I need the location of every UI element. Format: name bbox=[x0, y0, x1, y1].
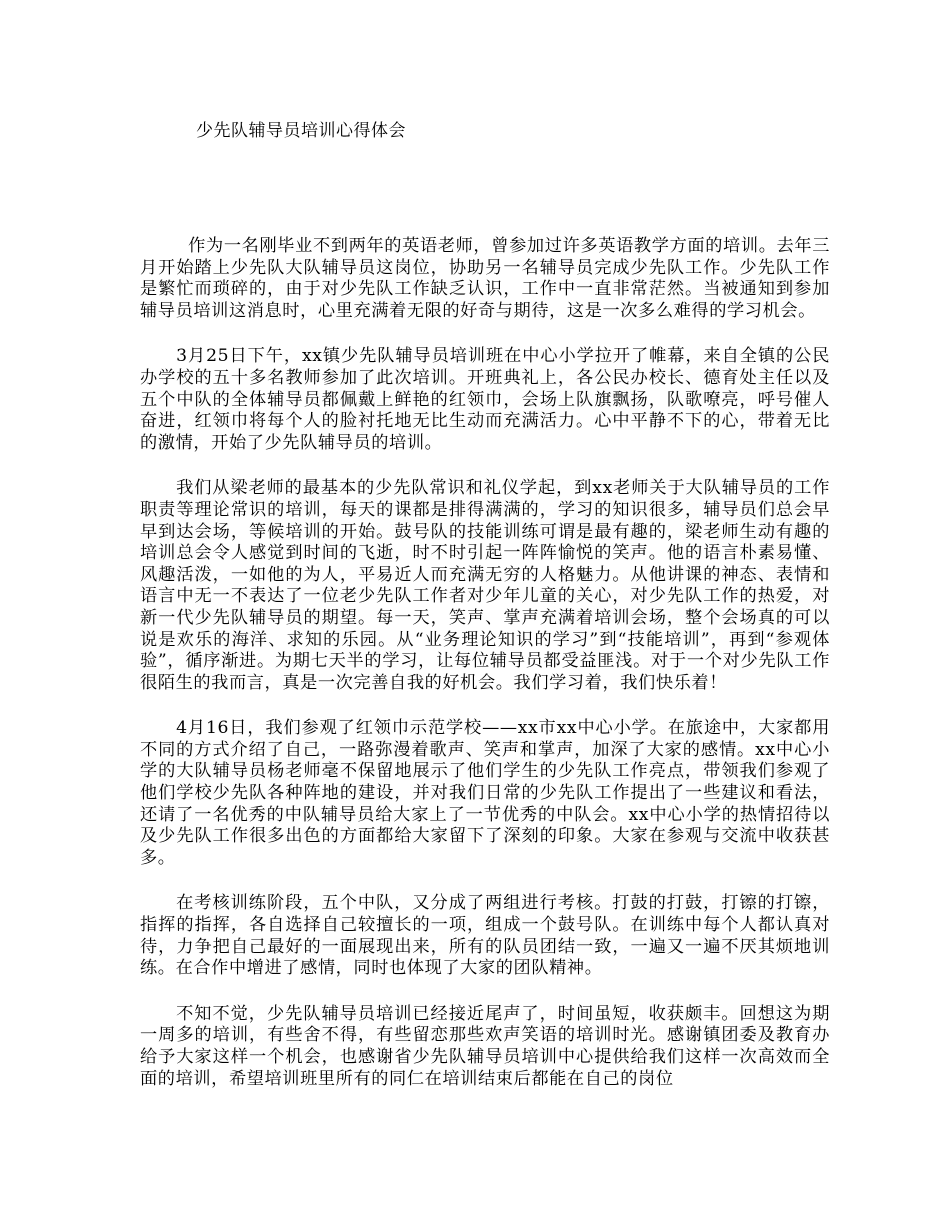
document-title: 少先队辅导员培训心得体会 bbox=[196, 121, 406, 141]
paragraph-4: 4月16日，我们参观了红领巾示范学校——xx市xx中心小学。在旅途中，大家都用不同的方式介绍了自己，一路弥漫着歌声、笑声和掌声，加深了大家的感情。xx中心小学的大队辅导员杨老师毫不保留地展示了他们学生的少先队工作亮点，带领我们参观了他们学校少先队各种阵地的建设，并对我们日常的少先队工作提出了一些建议和看法，还请了一名优秀的中队辅导员给大家上了一节优秀的中队会。xx中心小学的热情招待以及少先队工作很多出色的方面都给大家留下了深刻的印象。大家在参观与交流中收获甚多。 bbox=[140, 718, 830, 868]
paragraph-6: 不知不觉，少先队辅导员培训已经接近尾声了，时间虽短，收获颇丰。回想这为期一周多的培训，有些舍不得，有些留恋那些欢声笑语的培训时光。感谢镇团委及教育办给予大家这样一个机会，也感谢省少先队辅导员培训中心提供给我们这样一次高效而全面的培训，希望培训班里所有的同仁在培训结束后都能在自己的岗位 bbox=[140, 1003, 830, 1089]
paragraph-2: 3月25日下午，xx镇少先队辅导员培训班在中心小学拉开了帷幕，来自全镇的公民办学校的五十多名教师参加了此次培训。开班典礼上，各公民办校长、德育处主任以及五个中队的全体辅导员都佩戴上鲜艳的红领巾，会场上队旗飘扬，队歌嘹亮，呼号催人奋进，红领巾将每个人的脸衬托地无比生动而充满活力。心中平静不下的心，带着无比的激情，开始了少先队辅导员的培训。 bbox=[140, 346, 830, 453]
paragraph-3: 我们从梁老师的最基本的少先队常识和礼仪学起，到xx老师关于大队辅导员的工作职责等理论常识的培训，每天的课都是排得满满的，学习的知识很多，辅导员们总会早早到达会场，等候培训的开始。鼓号队的技能训练可谓是最有趣的，梁老师生动有趣的培训总会令人感觉到时间的飞逝，时不时引起一阵阵愉悦的笑声。他的语言朴素易懂、风趣活泼，一如他的为人，平易近人而充满无穷的人格魅力。从他讲课的神态、表情和语言中无一不表达了一位老少先队工作者对少年儿童的关心，对少先队工作的热爱，对新一代少先队辅导员的期望。每一天，笑声、掌声充满着培训会场，整个会场真的可以说是欢乐的海洋、求知的乐园。从“业务理论知识的学习”到“技能培训”，再到“参观体验”，循序渐进。为期七天半的学习，让每位辅导员都受益匪浅。对于一个对少先队工作很陌生的我而言，真是一次完善自我的好机会。我们学习着，我们快乐着！ bbox=[140, 478, 830, 693]
document-body bbox=[140, 236, 830, 1114]
paragraph-5: 在考核训练阶段，五个中队，又分成了两组进行考核。打鼓的打鼓，打镲的打镲，指挥的指挥，各自选择自己较擅长的一项，组成一个鼓号队。在训练中每个人都认真对待，力争把自己最好的一面展现出来，所有的队员团结一致，一遍又一遍不厌其烦地训练。在合作中增进了感情，同时也体现了大家的团队精神。 bbox=[140, 893, 830, 979]
paragraph-1: 作为一名刚毕业不到两年的英语老师，曾参加过许多英语教学方面的培训。去年三月开始踏上少先队大队辅导员这岗位，协助另一名辅导员完成少先队工作。少先队工作是繁忙而琐碎的，由于对少先队工作缺乏认识，工作中一直非常茫然。当被通知到参加辅导员培训这消息时，心里充满着无限的好奇与期待，这是一次多么难得的学习机会。 bbox=[140, 236, 830, 321]
